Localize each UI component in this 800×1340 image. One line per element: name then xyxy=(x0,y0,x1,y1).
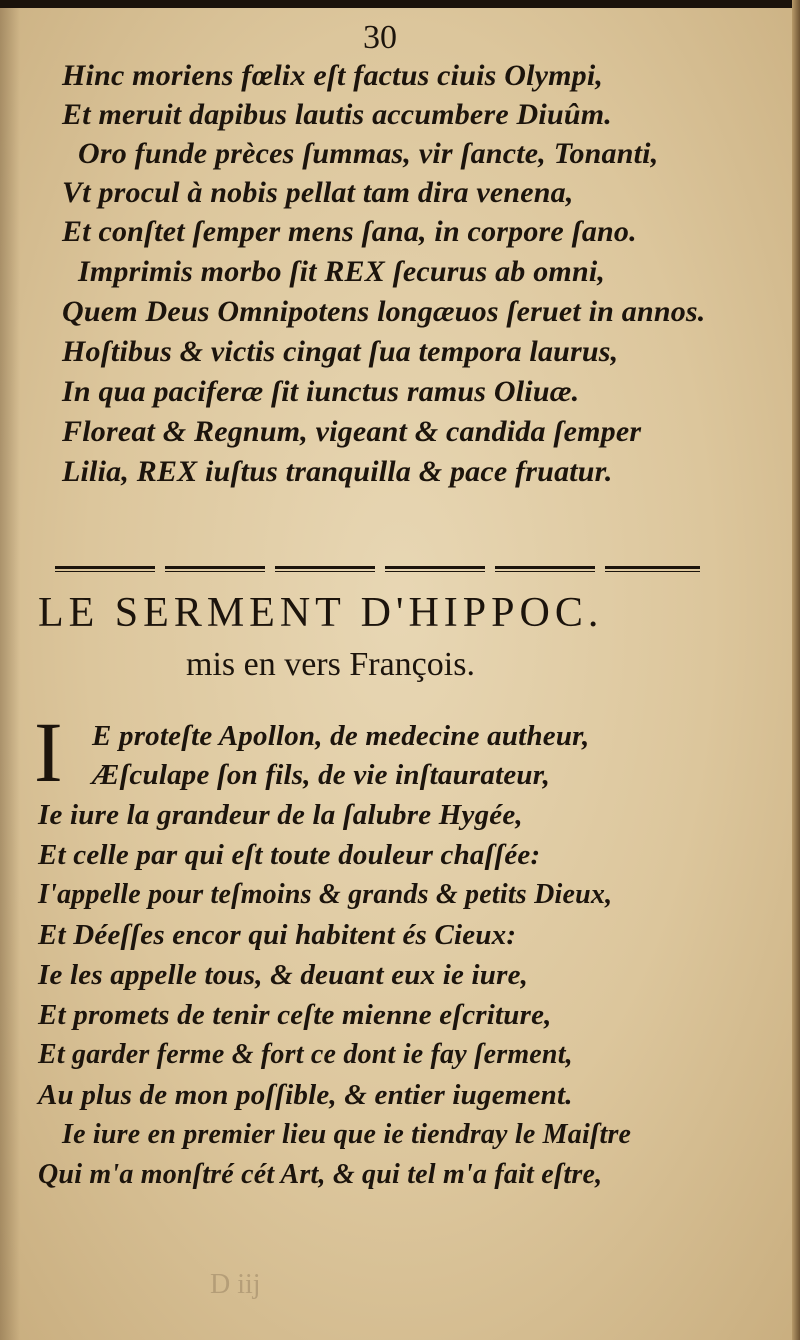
rule-segment xyxy=(275,566,375,572)
latin-verse-line: Et meruit dapibus lautis accumbere Diuûm. xyxy=(62,98,612,131)
latin-verse-line: In qua paciferæ ſit iunctus ramus Oliuæ. xyxy=(62,375,580,408)
page-number: 30 xyxy=(363,19,397,56)
latin-verse-line: Oro funde prèces ſummas, vir ſancte, Tonanti, xyxy=(78,137,659,170)
rule-segment xyxy=(165,566,265,572)
latin-verse-line: Vt procul à nobis pellat tam dira venena, xyxy=(62,176,574,209)
page-top-edge xyxy=(0,0,800,8)
page-right-edge xyxy=(792,0,800,1340)
rule-segment xyxy=(495,566,595,572)
french-verse-line: Au plus de mon poſſible, & entier iugement. xyxy=(38,1079,573,1111)
french-verse-line: Et garder ferme & fort ce dont ie fay ſerment, xyxy=(38,1039,573,1070)
ornamental-rule xyxy=(55,566,700,576)
latin-verse-line: Lilia, REX iuſtus tranquilla & pace fruatur. xyxy=(62,455,613,488)
section-subheading: mis en vers François. xyxy=(186,646,475,683)
latin-verse-line: Hinc moriens fœlix eſt factus ciuis Olympi, xyxy=(62,59,604,92)
french-verse-line: E proteſte Apollon, de medecine autheur, xyxy=(92,720,590,752)
latin-verse-line: Et conſtet ſemper mens ſana, in corpore ſano. xyxy=(62,215,637,248)
latin-verse-line: Imprimis morbo ſit REX ſecurus ab omni, xyxy=(78,255,606,288)
french-verse-line: Et promets de tenir ceſte mienne eſcriture, xyxy=(38,999,552,1031)
drop-cap: I xyxy=(34,704,63,800)
french-verse-line: I'appelle pour teſmoins & grands & petits Dieux, xyxy=(38,879,613,910)
gutter-shadow xyxy=(0,0,20,1340)
french-verse-line: Ie iure en premier lieu que ie tiendray le Maiſtre xyxy=(62,1119,632,1150)
rule-segment xyxy=(55,566,155,572)
latin-verse-line: Floreat & Regnum, vigeant & candida ſemper xyxy=(62,415,642,448)
section-heading: LE SERMENT D'HIPPOC. xyxy=(38,590,604,636)
french-verse-line: Et Déeſſes encor qui habitent és Cieux: xyxy=(38,919,517,951)
signature-mark: D iij xyxy=(210,1269,261,1300)
french-verse-line: Et celle par qui eſt toute douleur chaſſée: xyxy=(38,839,541,871)
rule-segment xyxy=(605,566,700,572)
latin-verse-line: Quem Deus Omnipotens longæuos ſeruet in annos. xyxy=(62,295,706,328)
french-verse-line: Ie iure la grandeur de la ſalubre Hygée, xyxy=(38,799,523,831)
french-verse-line: Æſculape ſon fils, de vie inſtaurateur, xyxy=(92,759,551,791)
latin-verse-line: Hoſtibus & victis cingat ſua tempora laurus, xyxy=(62,335,619,368)
french-verse-line: Qui m'a monſtré cét Art, & qui tel m'a fait eſtre, xyxy=(38,1159,603,1190)
rule-segment xyxy=(385,566,485,572)
french-verse-line: Ie les appelle tous, & deuant eux ie iure, xyxy=(38,959,529,991)
